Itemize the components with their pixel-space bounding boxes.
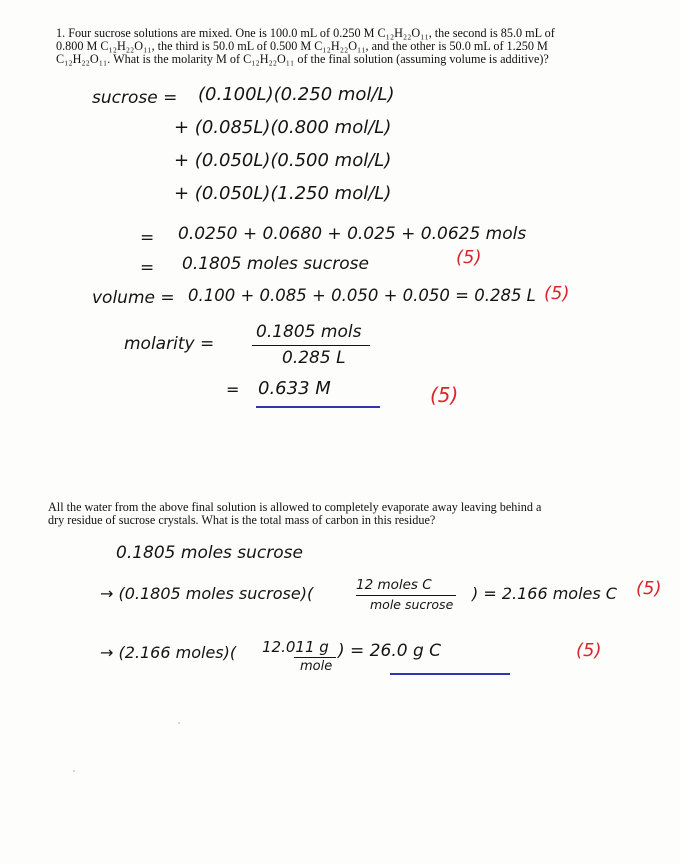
- carbon-line-2-close: ) = 2.166 moles C: [472, 584, 617, 603]
- question-2-line: dry residue of sucrose crystals. What is the total mass of carbon in this residue?: [48, 513, 436, 528]
- question-1-text: [56, 27, 555, 67]
- carbon-line-3-denominator: mole: [300, 659, 333, 674]
- scan-speck: [73, 770, 75, 772]
- scan-speck: [178, 722, 180, 724]
- total-equals: =: [140, 258, 155, 278]
- carbon-line-3-fraction-bar: [294, 657, 336, 658]
- molarity-denominator: 0.285 L: [282, 348, 346, 368]
- molarity-result: 0.633 M: [258, 378, 331, 399]
- score-carbon-mass: (5): [576, 640, 602, 661]
- score-volume: (5): [544, 283, 570, 304]
- total-moles: 0.1805 moles sucrose: [182, 254, 369, 274]
- molarity-numerator: 0.1805 mols: [256, 322, 362, 342]
- score-carbon-moles: (5): [636, 578, 662, 599]
- molarity-label: molarity =: [124, 334, 215, 354]
- carbon-line-3-open: → (2.166 moles)(: [100, 643, 237, 662]
- carbon-result-underline: [390, 673, 510, 675]
- sucrose-label: sucrose =: [92, 88, 178, 108]
- score-molarity: (5): [430, 383, 459, 407]
- molarity-fraction-bar: [252, 345, 370, 346]
- moles-sum: 0.0250 + 0.0680 + 0.025 + 0.0625 mols: [178, 224, 527, 244]
- sum-equals: =: [140, 228, 155, 248]
- volume-sum: 0.100 + 0.085 + 0.050 + 0.050 = 0.285 L: [188, 286, 536, 305]
- carbon-line-2-fraction-bar: [356, 595, 456, 596]
- question-2-line: All the water from the above final solution is allowed to completely evaporate away leaving behind a: [48, 500, 542, 514]
- volume-label: volume =: [92, 288, 175, 308]
- question-1-line: 0.800 M C₁₂H₂₂O₁₁, the third is 50.0 mL of 0.500 M C₁₂H₂₂O₁₁, and the other is 50.0 mL of 1.250 M: [56, 39, 548, 54]
- moles-term-4: + (0.050L)(1.250 mol/L): [174, 183, 392, 204]
- result-equals: =: [226, 380, 240, 399]
- question-1-line: C₁₂H₂₂O₁₁. What is the molarity M of C₁₂H₂₂O₁₁ of the final solution (assuming volume is additive)?: [56, 52, 549, 67]
- score-total-moles: (5): [456, 247, 482, 268]
- moles-term-3: + (0.050L)(0.500 mol/L): [174, 150, 392, 171]
- moles-term-1: (0.100L)(0.250 mol/L): [198, 84, 395, 105]
- carbon-line-2-denominator: mole sucrose: [370, 597, 454, 612]
- question-2-text: [48, 501, 541, 527]
- carbon-line-3-close: ) = 26.0 g C: [338, 641, 442, 661]
- carbon-moles-start: 0.1805 moles sucrose: [116, 543, 303, 563]
- result-underline: [256, 406, 380, 408]
- carbon-line-2-numerator: 12 moles C: [356, 577, 432, 593]
- moles-term-2: + (0.085L)(0.800 mol/L): [174, 117, 392, 138]
- question-1-line: 1. Four sucrose solutions are mixed. One is 100.0 mL of 0.250 M C₁₂H₂₂O₁₁, the second is 85.0 mL of: [56, 26, 555, 40]
- carbon-line-2-open: → (0.1805 moles sucrose)(: [100, 584, 314, 603]
- carbon-line-3-numerator: 12.011 g: [262, 638, 329, 656]
